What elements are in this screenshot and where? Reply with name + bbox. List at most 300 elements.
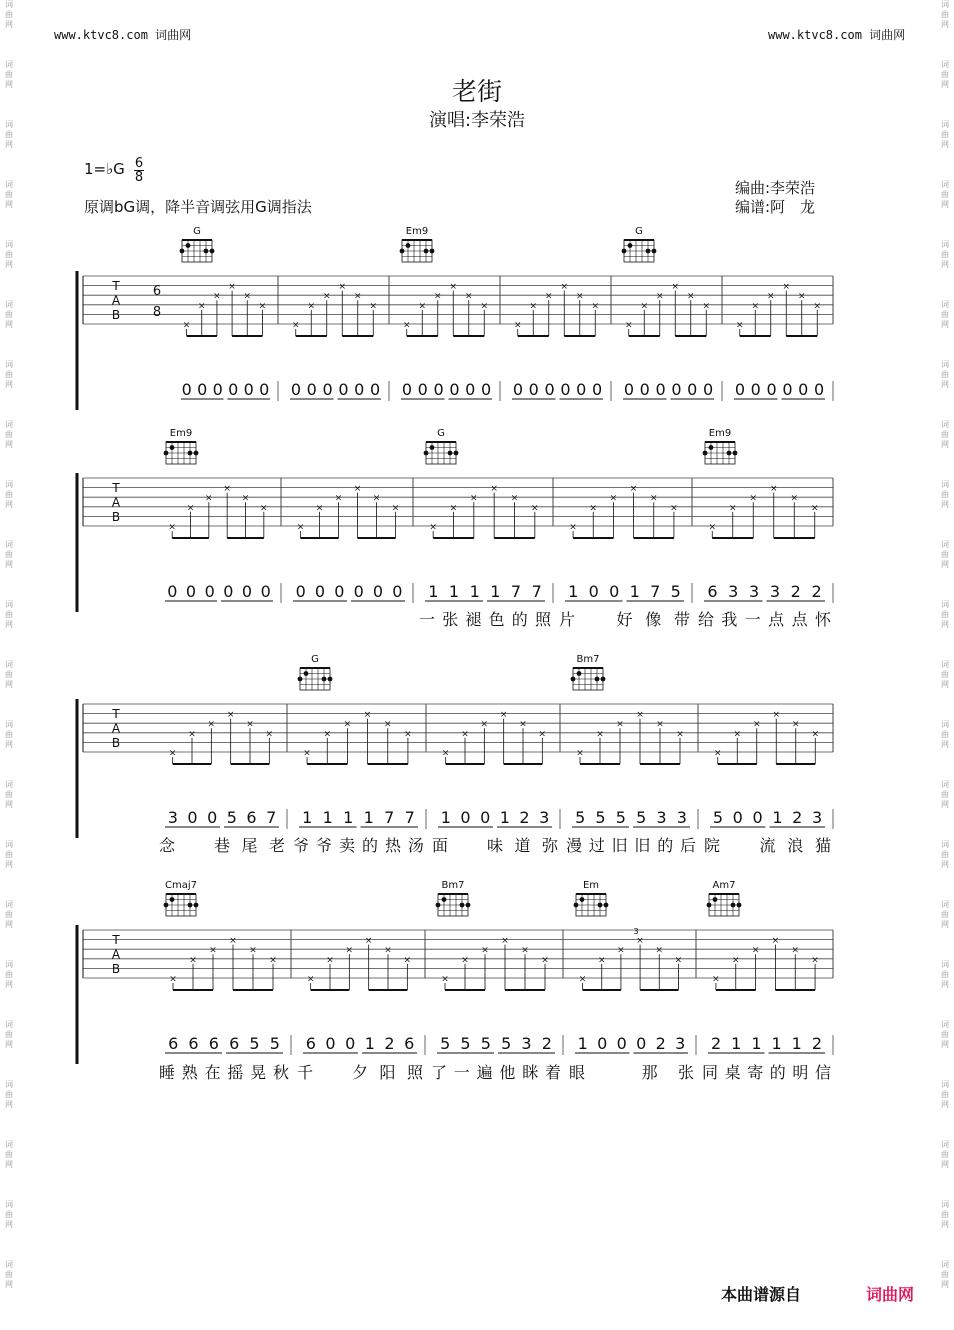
jianpu-note: 6 — [707, 582, 718, 601]
tab-note-x: × — [576, 748, 584, 759]
jianpu-note: 0 — [655, 380, 666, 399]
jianpu-note: 1 — [469, 582, 480, 601]
watermark-char: 曲 — [941, 430, 949, 439]
lyric-char: 同 — [702, 1063, 719, 1082]
tab-note-x: × — [810, 503, 819, 514]
tab-note-x: × — [169, 974, 177, 985]
watermark-char: 曲 — [941, 1210, 949, 1219]
jianpu-note: 0 — [338, 380, 349, 399]
watermark-char: 网 — [941, 440, 949, 449]
lyric-char: 晃 — [250, 1063, 267, 1082]
footer-source-label: 本曲谱源自 — [721, 1285, 802, 1304]
tab-time-top: 6 — [152, 284, 162, 299]
lyric-char: 给 — [698, 610, 715, 629]
jianpu-note: 5 — [460, 1034, 471, 1053]
jianpu-note: 1 — [343, 808, 354, 827]
song-title: 老街 — [451, 77, 502, 106]
jianpu-note: 5 — [595, 808, 606, 827]
watermark-char: 网 — [941, 1040, 949, 1049]
watermark-char: 词 — [941, 1260, 949, 1269]
lyric-char: 他 — [499, 1063, 516, 1082]
tab-note-x: × — [213, 291, 221, 302]
watermark-char: 曲 — [941, 850, 949, 859]
lyric-char: 照 — [406, 1063, 423, 1082]
lyric-line — [698, 607, 831, 630]
lyric-char: 熟 — [181, 1063, 198, 1082]
jianpu-note: 3 — [675, 1034, 686, 1053]
watermark-char: 曲 — [941, 670, 949, 679]
tab-note-x: × — [307, 301, 316, 312]
jianpu-note: 3 — [769, 582, 781, 601]
jianpu-note: 6 — [404, 1034, 415, 1053]
jianpu-note: 1 — [791, 1034, 802, 1053]
lyric-char: 褪 — [465, 610, 482, 629]
watermark-char: 网 — [5, 800, 13, 809]
watermark-char: 词 — [5, 420, 13, 429]
tab-note-x: × — [731, 955, 740, 966]
watermark-char: 网 — [941, 500, 949, 509]
tab-note-x: × — [771, 936, 780, 947]
jianpu-note: 0 — [369, 380, 381, 399]
jianpu-note: 0 — [306, 380, 317, 399]
lyric-char: 桌 — [724, 1063, 741, 1082]
watermark-char: 曲 — [5, 550, 13, 559]
jianpu-note: 0 — [512, 380, 524, 399]
tab-note-x: × — [702, 301, 711, 312]
tab-note-x: × — [207, 719, 216, 730]
lyric-char: 卖 — [338, 836, 355, 855]
jianpu-note: 1 — [322, 808, 333, 827]
watermark-char: 曲 — [941, 310, 949, 319]
jianpu-note: 1 — [364, 1034, 375, 1053]
lyric-char: 旧 — [634, 836, 651, 855]
jianpu-note: 0 — [734, 380, 746, 399]
jianpu-note: 0 — [401, 380, 413, 399]
watermark-char: 曲 — [941, 730, 949, 739]
header-url-right[interactable]: www.ktvc8.com 词曲网 — [768, 28, 906, 42]
jianpu-note: 1 — [499, 808, 510, 827]
tab-note-x: × — [728, 503, 737, 514]
tab-note-x: × — [655, 291, 664, 302]
jianpu-note: 1 — [302, 808, 313, 827]
watermark-char: 网 — [941, 860, 949, 869]
tab-letter-b: B — [111, 308, 121, 322]
jianpu-note: 7 — [531, 582, 542, 601]
jianpu-note: 0 — [290, 380, 302, 399]
tab-note-x: × — [449, 282, 458, 293]
jianpu-note: 1 — [568, 582, 579, 601]
watermark-char: 网 — [5, 260, 13, 269]
lyric-line — [566, 833, 696, 856]
watermark-char: 词 — [941, 600, 949, 609]
tab-note-x: × — [269, 955, 277, 966]
lyric-char: 张 — [677, 1063, 694, 1082]
lyric-char: 猫 — [814, 836, 831, 855]
watermark-char: 词 — [5, 1140, 13, 1149]
jianpu-note: 0 — [334, 582, 345, 601]
tab-note-x: × — [617, 945, 625, 956]
watermark-char: 曲 — [5, 730, 13, 739]
tab-note-x: × — [636, 936, 644, 947]
watermark-char: 词 — [5, 1260, 13, 1269]
lyric-char: 浪 — [787, 836, 804, 855]
lyric-line — [293, 833, 424, 856]
tab-note-x: × — [197, 301, 206, 312]
lyric-line — [432, 833, 558, 856]
tab-note-x: × — [291, 320, 300, 331]
jianpu-note: 3 — [521, 1034, 532, 1053]
lyric-char — [459, 833, 475, 856]
tab-note-x: × — [402, 320, 411, 331]
watermark-char: 词 — [941, 840, 949, 849]
watermark-char: 网 — [941, 800, 949, 809]
lyric-char: 怀 — [814, 610, 831, 629]
watermark-char: 网 — [941, 380, 949, 389]
jianpu-note: 2 — [655, 1034, 666, 1053]
jianpu-note: 5 — [636, 808, 647, 827]
jianpu-note: 6 — [246, 808, 257, 827]
triplet-mark: 3 — [633, 927, 639, 936]
tab-note-x: × — [674, 955, 683, 966]
tab-letter-t: T — [112, 707, 120, 721]
tab-note-x: × — [315, 503, 324, 514]
lyric-char: 张 — [442, 610, 459, 629]
tab-note-x: × — [676, 729, 684, 740]
jianpu-note: 0 — [687, 380, 698, 399]
lyric-char: 摇 — [227, 1063, 244, 1082]
tab-note-x: × — [541, 955, 549, 966]
tab-note-x: × — [544, 291, 553, 302]
tab-note-x: × — [791, 719, 800, 730]
tab-letter-t: T — [112, 933, 120, 947]
lyric-char: 过 — [588, 836, 605, 855]
watermark-char: 曲 — [941, 910, 949, 919]
tab-note-x: × — [338, 282, 347, 293]
tab-note-x: × — [811, 729, 820, 740]
tab-note-x: × — [670, 503, 678, 514]
tab-note-x: × — [752, 719, 761, 730]
lyric-char: 遍 — [476, 1063, 493, 1082]
jianpu-note: 0 — [636, 1034, 647, 1053]
watermark-char: 网 — [5, 440, 13, 449]
watermark-char: 词 — [5, 1200, 13, 1209]
tab-note-x: × — [708, 522, 717, 533]
watermark-char: 曲 — [941, 1270, 949, 1279]
tab-note-x: × — [260, 503, 268, 514]
jianpu-note: 1 — [751, 1034, 762, 1053]
tab-letter-a: A — [111, 947, 121, 962]
tab-note-x: × — [751, 945, 760, 956]
jianpu-note: 5 — [712, 808, 724, 827]
lyric-char: 像 — [645, 610, 662, 629]
tab-letter-b: B — [111, 962, 121, 976]
tab-note-x: × — [733, 729, 742, 740]
tab-note-x: × — [629, 484, 638, 495]
jianpu-note: 0 — [314, 582, 326, 601]
jianpu-note: 5 — [249, 1034, 260, 1053]
tab-note-x: × — [205, 493, 213, 504]
lyric-char: 爷 — [315, 836, 332, 855]
jianpu-note: 0 — [752, 808, 763, 827]
key-signature: 1=♭G — [84, 160, 125, 178]
lyric-char: 面 — [432, 836, 449, 855]
watermark-char: 网 — [941, 740, 949, 749]
watermark-char: 曲 — [941, 1030, 949, 1039]
tab-note-x: × — [649, 493, 658, 504]
tab-note-x: × — [186, 503, 195, 514]
lyric-char: 色 — [488, 610, 505, 629]
watermark-char: 曲 — [5, 850, 13, 859]
tab-note-x: × — [480, 719, 489, 730]
jianpu-note: 2 — [710, 1034, 722, 1053]
footer-source-site[interactable]: 词曲网 — [866, 1285, 915, 1304]
tab-note-x: × — [226, 710, 235, 721]
lyric-line — [419, 607, 551, 630]
tab-note-x: × — [461, 729, 469, 740]
watermark-char: 词 — [941, 1200, 949, 1209]
jianpu-note: 0 — [260, 582, 271, 601]
watermark-char: 网 — [5, 740, 13, 749]
header-url-left[interactable]: www.ktvc8.com 词曲网 — [54, 28, 192, 42]
tab-note-x: × — [353, 484, 362, 495]
tab-letter-a: A — [111, 495, 121, 510]
jianpu-note: 0 — [372, 582, 384, 601]
lyric-char: 院 — [704, 836, 721, 855]
watermark-char: 曲 — [941, 370, 949, 379]
tab-note-x: × — [490, 484, 498, 495]
tab-note-x: × — [384, 945, 392, 956]
tab-note-x: × — [480, 301, 489, 312]
jianpu-note: 0 — [243, 380, 254, 399]
watermark-char: 网 — [941, 620, 949, 629]
lyric-char: 一 — [744, 610, 761, 629]
lyric-char: 点 — [791, 610, 808, 629]
watermark-char: 词 — [5, 780, 13, 789]
jianpu-note: 1 — [629, 582, 640, 601]
watermark-char: 曲 — [5, 370, 13, 379]
watermark-char: 曲 — [5, 790, 13, 799]
watermark-char: 网 — [941, 560, 949, 569]
watermark-char: 网 — [5, 980, 13, 989]
watermark-char: 词 — [5, 720, 13, 729]
watermark-char: 网 — [5, 380, 13, 389]
tab-note-x: × — [345, 945, 354, 956]
tab-note-x: × — [343, 719, 352, 730]
tab-note-x: × — [404, 729, 412, 740]
watermark-char: 曲 — [5, 430, 13, 439]
watermark-char: 词 — [941, 1140, 949, 1149]
tab-note-x: × — [575, 291, 584, 302]
lyric-char: 点 — [768, 610, 785, 629]
lyric-char: 一 — [453, 1063, 470, 1082]
tab-note-x: × — [624, 320, 633, 331]
lyric-line — [559, 607, 690, 630]
tuning-note: 原调bG调，降半音调弦用G调指法 — [84, 198, 312, 216]
watermark-char: 词 — [941, 180, 949, 189]
tab-note-x: × — [243, 291, 252, 302]
tab-letter-a: A — [111, 721, 121, 736]
jianpu-note: 0 — [623, 380, 635, 399]
watermark-char: 网 — [941, 140, 949, 149]
tab-note-x: × — [353, 291, 362, 302]
jianpu-note: 3 — [811, 808, 823, 827]
watermark-char: 网 — [5, 20, 13, 29]
watermark-char: 曲 — [5, 490, 13, 499]
jianpu-note: 5 — [269, 1034, 280, 1053]
tab-note-x: × — [797, 291, 806, 302]
jianpu-note: 3 — [539, 808, 550, 827]
watermark-char: 词 — [941, 420, 949, 429]
lyric-char: 流 — [759, 836, 776, 855]
jianpu-note: 2 — [541, 1034, 552, 1053]
watermark-char: 网 — [941, 1100, 949, 1109]
chord-name: G — [635, 226, 643, 237]
tab-note-x: × — [323, 729, 332, 740]
watermark-char: 词 — [941, 780, 949, 789]
watermark-char: 曲 — [941, 1150, 949, 1159]
tab-note-x: × — [189, 955, 197, 966]
jianpu-note: 0 — [560, 380, 571, 399]
tab-note-x: × — [655, 945, 664, 956]
tab-note-x: × — [519, 719, 527, 730]
watermark-char: 网 — [941, 980, 949, 989]
lyric-line — [431, 1060, 561, 1083]
tab-note-x: × — [513, 320, 522, 331]
jianpu-note: 1 — [428, 582, 439, 601]
tab-note-x: × — [501, 936, 509, 947]
lyric-line — [704, 833, 831, 856]
watermark-char: 曲 — [941, 490, 949, 499]
tab-note-x: × — [433, 291, 442, 302]
jianpu-note: 0 — [449, 380, 460, 399]
jianpu-note: 1 — [731, 1034, 742, 1053]
tab-note-x: × — [470, 493, 478, 504]
chord-name: Em — [582, 880, 600, 891]
tab-note-x: × — [521, 945, 529, 956]
watermark-char: 词 — [941, 540, 949, 549]
lyric-char: 那 — [641, 1063, 658, 1082]
lyric-char: 睡 — [159, 1063, 176, 1082]
watermark-char: 曲 — [5, 1210, 13, 1219]
jianpu-note: 1 — [490, 582, 501, 601]
tab-note-x: × — [228, 282, 236, 293]
tab-letter-t: T — [112, 481, 120, 495]
watermark-char: 网 — [5, 1040, 13, 1049]
watermark-char: 网 — [5, 80, 13, 89]
jianpu-note: 3 — [748, 582, 760, 601]
watermark-char: 曲 — [5, 70, 13, 79]
watermark-char: 网 — [5, 140, 13, 149]
time-top: 6 — [134, 156, 144, 171]
jianpu-note: 6 — [208, 1034, 219, 1053]
watermark-char: 词 — [941, 60, 949, 69]
tab-note-x: × — [531, 503, 539, 514]
jianpu-note: 6 — [168, 1034, 179, 1053]
jianpu-note: 0 — [528, 380, 539, 399]
tab-note-x: × — [182, 320, 191, 331]
jianpu-note: 0 — [417, 380, 428, 399]
jianpu-note: 3 — [167, 808, 178, 827]
lyric-char: 尾 — [241, 836, 258, 855]
tab-note-x: × — [560, 282, 569, 293]
watermark-char: 网 — [5, 1280, 13, 1289]
jianpu-note: 3 — [728, 582, 739, 601]
jianpu-note: 0 — [576, 380, 587, 399]
chord-name: Bm7 — [441, 880, 465, 891]
jianpu-note: 5 — [575, 808, 586, 827]
tab-note-x: × — [418, 301, 427, 312]
tab-note-x: × — [188, 729, 196, 740]
jianpu-note: 0 — [782, 380, 793, 399]
lyric-line — [702, 1060, 831, 1083]
tab-note-x: × — [296, 522, 305, 533]
lyric-line — [297, 1060, 423, 1083]
jianpu-note: 2 — [519, 808, 530, 827]
tab-note-x: × — [791, 945, 800, 956]
jianpu-note: 5 — [226, 808, 237, 827]
jianpu-note: 5 — [480, 1034, 491, 1053]
jianpu-note: 0 — [460, 808, 471, 827]
watermark-char: 曲 — [5, 970, 13, 979]
jianpu-note: 2 — [811, 582, 822, 601]
jianpu-note: 7 — [650, 582, 661, 601]
tab-time-bottom: 8 — [152, 305, 162, 320]
jianpu-note: 0 — [544, 380, 555, 399]
tab-note-x: × — [249, 945, 257, 956]
tab-note-x: × — [429, 522, 437, 533]
watermark-char: 词 — [5, 1080, 13, 1089]
watermark-char: 词 — [5, 480, 13, 489]
jianpu-note: 0 — [259, 380, 270, 399]
tab-note-x: × — [403, 955, 412, 966]
jianpu-note: 0 — [750, 380, 761, 399]
lyric-char — [324, 1060, 340, 1083]
tab-note-x: × — [369, 301, 378, 312]
lyric-line — [569, 1060, 694, 1083]
jianpu-note: 0 — [588, 582, 599, 601]
jianpu-note: 0 — [353, 582, 364, 601]
lyric-char: 巷 — [213, 836, 230, 855]
watermark-char: 词 — [941, 960, 949, 969]
lyric-char: 念 — [159, 836, 176, 855]
tab-note-x: × — [229, 936, 237, 947]
watermark-char: 词 — [941, 0, 949, 9]
tab-note-x: × — [811, 955, 819, 966]
jianpu-note: 2 — [790, 582, 801, 601]
tab-note-x: × — [383, 719, 392, 730]
chord-name: Em9 — [169, 428, 193, 439]
jianpu-note: 0 — [597, 1034, 608, 1053]
tab-note-x: × — [591, 301, 600, 312]
tab-note-x: × — [749, 493, 758, 504]
lyric-char: 夕 — [351, 1063, 368, 1082]
chord-name: Am7 — [712, 880, 736, 891]
jianpu-note: 3 — [656, 808, 667, 827]
watermark-char: 网 — [941, 1280, 949, 1289]
jianpu-note: 0 — [197, 380, 208, 399]
jianpu-note: 0 — [204, 582, 215, 601]
watermark-char: 词 — [5, 1020, 13, 1029]
watermark-char: 网 — [941, 680, 949, 689]
tab-letter-a: A — [111, 293, 121, 308]
watermark-char: 曲 — [5, 610, 13, 619]
song-singer: 演唱:李荣浩 — [428, 110, 526, 131]
watermark-char: 曲 — [941, 70, 949, 79]
jianpu-note: 0 — [732, 808, 743, 827]
tab-note-x: × — [578, 974, 587, 985]
tab-note-x: × — [713, 748, 722, 759]
jianpu-note: 0 — [433, 380, 444, 399]
